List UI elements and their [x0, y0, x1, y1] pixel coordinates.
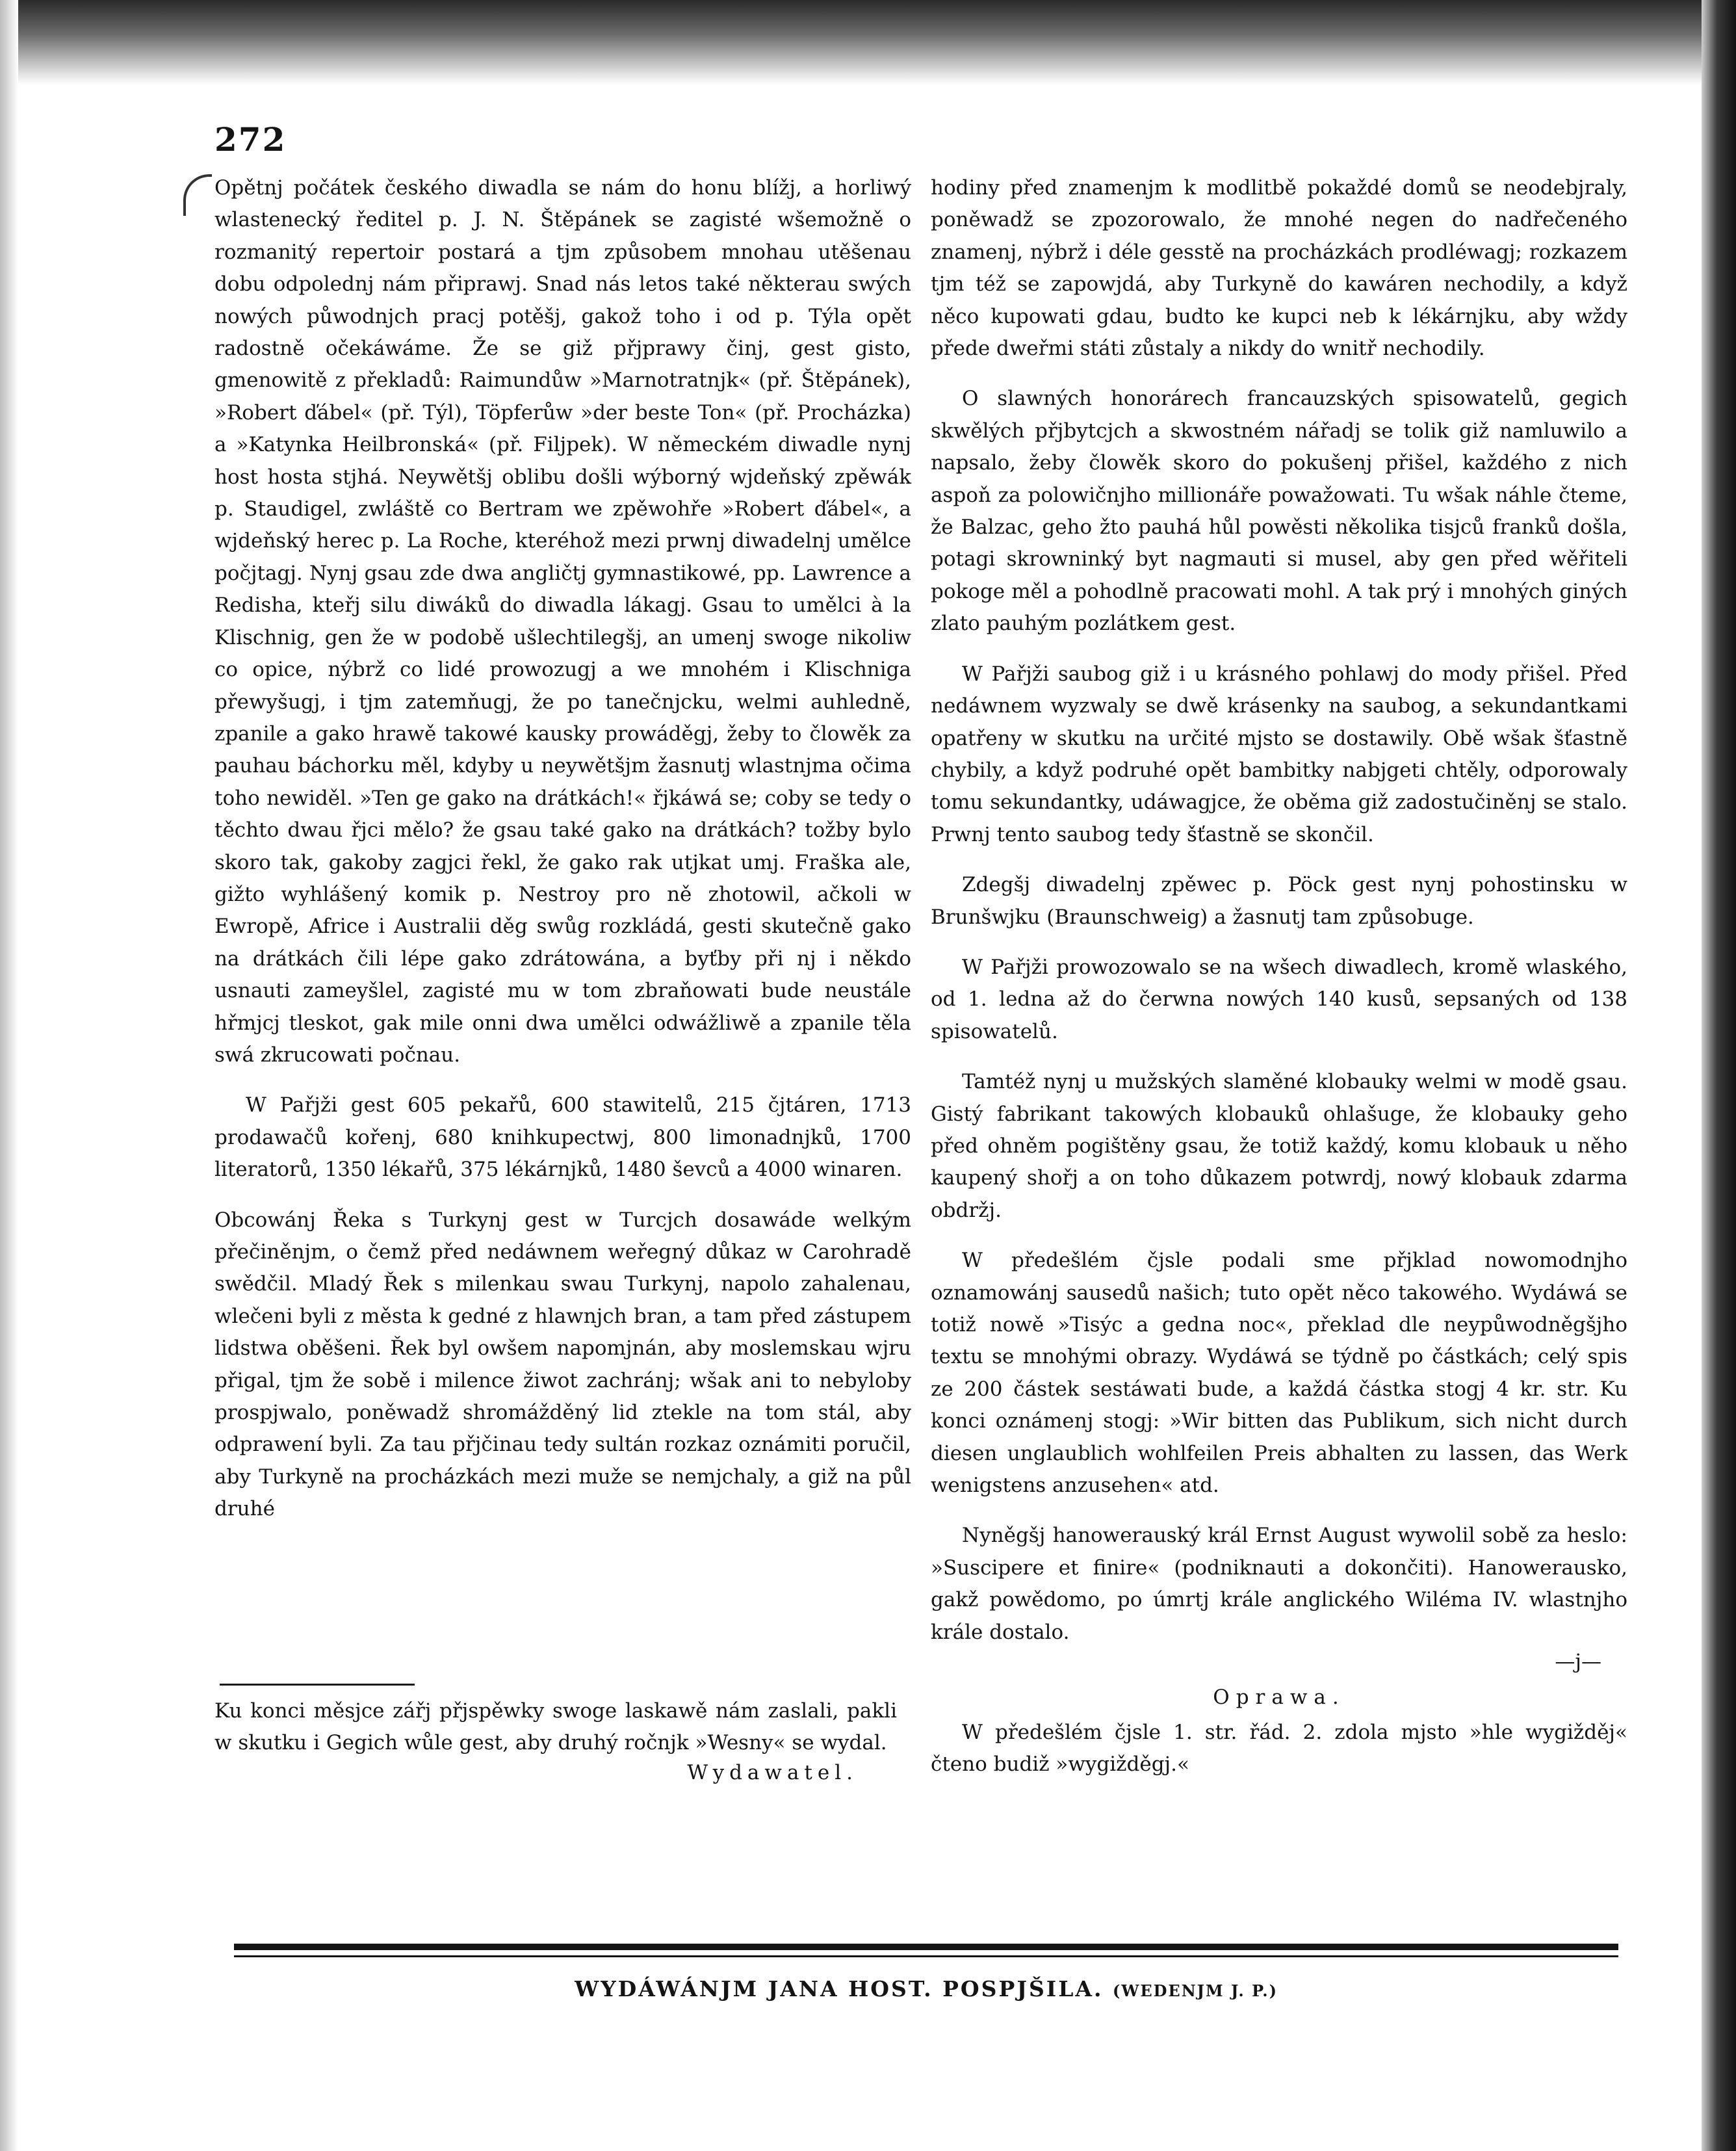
right-column [931, 172, 1627, 1799]
article-singer-pock: Zdegšj diwadelnj zpěwec p. Pöck gest nynj pohostinsku w Brunšwjku (Braunschweig) a žasnutj tam způsobuge. [931, 873, 1627, 929]
notice-signature: Wydawatel. [687, 1760, 858, 1784]
imprint-editor: (WEDENJM J. P.) [1113, 1981, 1278, 2000]
article-paris-duel: W Pařjži saubog giž i u krásného pohlawj do mody přišel. Před nedáwnem wyzwaly se dwě krásenky na saubog, a sekundantkami opatřeny w skutku na určité mjsto se dostawily. Obě wšak šťastně chybily, a když podruhé opět bambitky nabjgeti chtěly, odporowaly tomu sekundantky, udáwagjce, že oběma giž zadostučiněnj se stalo. Prwnj tento saubog tedy šťastně se skončil. [931, 662, 1627, 846]
errata-title: Oprawa. [1213, 1686, 1345, 1710]
article-hanover-king: Nyněgšj hanowerauský král Ernst August wywolil sobě za heslo: »Suscipere et finire« (podniknauti a dokončiti). Hanowerausko, gakž powědomo, po úmrtj krále anglického Wiléma IV. wlastnjho krále dostalo. [931, 1524, 1627, 1644]
article-paris-plays: W Pařjži prowozowalo se na wšech diwadlech, kromě wlaského, od 1. ledna až do čerwna nowých 140 kusů, sepsaných od 138 spisowatelů. [931, 955, 1627, 1043]
author-signature: —j— [1555, 1650, 1601, 1674]
margin-pencil-mark [183, 174, 212, 216]
footer-rule-thick [234, 1944, 1618, 1950]
imprint [234, 1976, 1618, 2001]
left-column [214, 172, 911, 1526]
article-straw-hats: Tamtéž nynj u mužských slaměné klobauky welmi w modě gsau. Gistý fabrikant takowých klobauků ohlašuge, že klobauky geho před ohněm pogištěny gsau, že totiž každý, komu klobauk u něho kaupený shořj a on toho důkazem potwrdj, nowý klobauk zdarma obdržj. [931, 1070, 1627, 1222]
publisher-notice [214, 1695, 897, 1789]
errata-text: W předešlém čjsle 1. str. řád. 2. zdola mjsto »hle wygižděj« čteno budiž »wygižděgj.« [931, 1720, 1627, 1777]
scan-shadow-left [0, 0, 18, 2151]
imprint-publisher: WYDÁWÁNJM JANA HOST. POSPJŠILA. [575, 1976, 1104, 2001]
notice-text: Ku konci měsjce zářj přjspěwky swoge laskawě nám zaslali, pakli w skutku i Gegich wůle gest, aby druhý ročnjk »Wesny« se wydal. [214, 1699, 897, 1755]
notice-divider [220, 1684, 415, 1686]
notice-signature-line [214, 1757, 897, 1789]
scan-shadow-right [1702, 0, 1736, 2151]
scan-shadow-top [0, 0, 1736, 85]
article-greek-turk-continued: hodiny před znamenjm k modlitbě pokaždé domů se neodebjraly, poněwadž se zpozorowalo, že mnohé negen do nadřečeného znamenj, nýbrž i déle gesstě na procházkách prodléwagj; rozkazem tjm též se zapowjdá, aby Turkyně do kawáren nechodily, a když něco kupowati gdau, budto ke kupci neb k lékárnjku, aby wždy přede dweřmi státi zůstaly a nikdy do wnitř nechodily. [931, 176, 1627, 361]
article-theatre: Opětnj počátek českého diwadla se nám do honu blížj, a horliwý wlastenecký ředitel p. J. N. Štěpánek se zagisté wšemožně o rozmanitý repertoir postará a tjm způsobem mnohau utěšenau dobu odpolednj nám připrawj. Snad nás letos také některau swých nowých půwodnjch pracj potěšj, gakož toho i od p. Týla opět radostně očekáwáme. Že se giž přjprawy činj, gest gisto, gmenowitě z překladů: Raimundůw »Marnotratnjk« (př. Štěpánek), »Robert ďábel« (př. Týl), Töpferůw »der beste Ton« (př. Procházka) a »Katynka Heilbronská« (př. Filjpek). W německém diwadle nynj host hosta stjhá. Neywětšj oblibu došli wýborný wjdeňský zpěwák p. Staudigel, zwláště co Bertram we zpěwohře »Robert ďábel«, a wjdeňský herec p. La Roche, kteréhož mezi prwnj diwadelnj umělce počjtagj. Nynj gsau zde dwa angličtj gymnastikowé, pp. Lawrence a Redisha, kteřj silu diwáků do diwadla lákagj. Gsau to umělci à la Klischnig, gen že w podobě ušlechtilegšj, an umenj swoge nikoliw co opice, nýbrž co lidé prowozugj a we mnohém i Klischniga přewyšugj, i tjm zatemňugj, že po tanečnjcku, welmi auhledně, zpanile a gako hrawě takowé kausky prowáděgj, žeby to člowěk za pauhau báchorku měl, kdyby u neywětšjm žasnutj wlastnjma očima toho newiděl. »Ten ge gako na drátkách!« řjkáwá se; coby se tedy o těchto dwau řjci mělo? že gsau také gako na drátkách? tožby bylo skoro tak, gakoby zagjci řekl, že gako rak utjkat umj. Fraška ale, gižto wyhlášený komik p. Nestroy pro ně zhotowil, ačkoli w Ewropě, Africe i Australii děg swůg rozkládá, gesti skutečně gako na drátkách čili lépe gako zdrátowána, a byťby při nj i někdo usnauti zameyšlel, zagisté mu w tom zbraňowati bude neustále hřmjcj tleskot, gak mile onni dwa umělci odwážliwě a zpanile těla swá zkrucowati počnau. [214, 176, 911, 1067]
article-greek-turk: Obcowánj Řeka s Turkynj gest w Turcjch dosawáde welkým přečiněnjm, o čemž před nedáwnem weřegný důkaz w Carohradě swědčil. Mladý Řek s milenkau swau Turkynj, napolo zahalenau, wlečeni byli z města k gedné z hlawnjch bran, a tam před zástupem lidstwa oběšeni. Řek byl owšem napomjnán, aby moslemskau wjru přigal, tjm že sobě i milence žiwot zachránj; wšak ani to nebyloby prospjwalo, poněwadž shromážděný lid ztekle na tom stál, aby odprawení byli. Za tau přjčinau tedy sultán rozkaz oznámiti poručil, aby Turkyně na procházkách mezi muže se nemjchaly, a giž na půl druhé [214, 1208, 911, 1521]
footer-rule-thin [234, 1955, 1618, 1957]
article-french-writers: O slawných honorárech francauzských spisowatelů, gegich skwělých přjbytcjch a skwostném nářadj se tolik giž namluwilo a napsalo, žeby člowěk skoro do pokušenj přišel, každého z nich aspoň za polowičnjho millionáře powažowati. Tu wšak náhle čteme, že Balzac, geho žto pauhá hůl powěsti několika tisjců franků došla, potagi skrowninký byt nagmauti si musel, aby gen před wěřiteli pokoge měl a pohodlně pracowati mohl. A tak prý i mnohých giných zlato pauhým pozlátkem gest. [931, 387, 1627, 636]
article-advertisement: W předešlém čjsle podali sme přjklad nowomodnjho oznamowánj sausedů našich; tuto opět něco takowého. Wydáwá se totiž nowě »Tisýc a gedna noc«, překlad dle neypůwodněgšjho textu se mnohými obrazy. Wydáwá se týdně po částkách; celý spis ze 200 částek sestáwati bude, a každá částka stogj 4 kr. str. Ku konci oznámenj stogj: »Wir bitten das Publikum, sich nicht durch diesen unglaublich wohlfeilen Preis abhalten zu lassen, das Werk wenigstens anzusehen« atd. [931, 1249, 1627, 1498]
article-paris-statistics: W Pařjži gest 605 pekařů, 600 stawitelů, 215 čjtáren, 1713 prodawačů kořenj, 680 knihkupectwj, 800 limonadnjků, 1700 literatorů, 1350 lékařů, 375 lékárnjků, 1480 ševců a 4000 winaren. [214, 1093, 911, 1182]
author-signature-line [931, 1646, 1627, 1678]
page-number: 272 [214, 120, 287, 159]
